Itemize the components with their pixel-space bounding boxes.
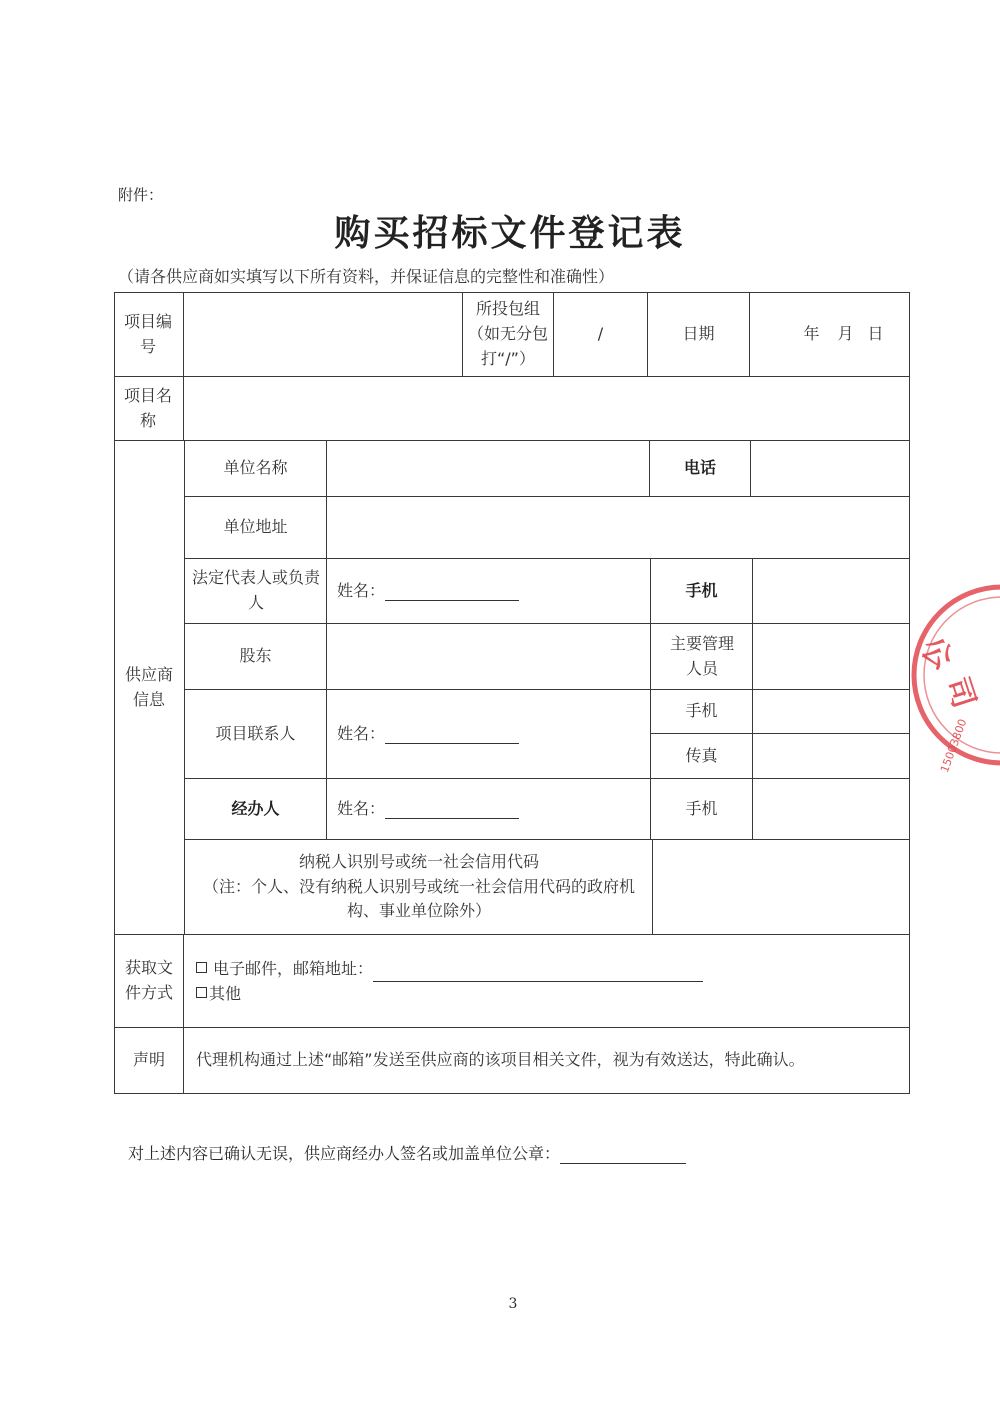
checkbox-other[interactable] [196,987,207,998]
tax-id-label-block [190,840,648,934]
acquire-options [196,955,896,1009]
legal-rep-name-field[interactable] [337,559,647,623]
legal-rep-label: 法定代表人或负责人 [191,568,320,612]
svg-text:司: 司 [938,673,982,713]
handler-name-field[interactable] [337,779,647,839]
contact-mobile-label: 手机 [685,701,718,721]
page-title: 购买招标文件登记表 [334,212,686,254]
signature-blank[interactable] [560,1145,686,1164]
svg-text:15003800: 15003800 [937,717,970,775]
handler-label: 经办人 [231,798,280,818]
confirmation-text: 对上述内容已确认无误，供应商经办人签名或加盖单位公章： [128,1144,561,1163]
supplier-info-label: 供应商信息 [124,664,173,709]
package-label: 所投包组（如无分包打“/”） [467,299,548,368]
project-contact-label: 项目联系人 [215,723,296,743]
statement-text: 代理机构通过上述“邮箱”发送至供应商的该项目相关文件，视为有效送达，特此确认。 [196,1050,805,1070]
contact-name-field[interactable] [337,690,647,778]
option-other-label: 其他 [209,984,242,1003]
company-seal [852,580,1000,780]
company-address-label: 单位地址 [223,517,288,537]
svg-text:公: 公 [913,630,960,677]
tax-id-label: 纳税人识别号或统一社会信用代码 [298,851,539,871]
package-field[interactable]: / [597,324,604,344]
legal-rep-mobile-label: 手机 [685,580,718,600]
statement-label: 声明 [132,1050,165,1070]
date-field[interactable] [750,293,909,376]
option-email-label: 电子邮件，邮箱地址： [213,959,374,979]
page-number: 3 [508,1296,518,1312]
name-prefix: 姓名： [337,798,386,818]
name-blank[interactable] [385,800,519,819]
acquire-method-label: 获取文件方式 [124,958,173,1002]
company-address-field[interactable] [327,497,909,558]
date-year: 年 [803,324,820,344]
handler-mobile-label: 手机 [685,798,718,818]
confirmation-statement [128,1141,686,1164]
name-prefix: 姓名： [337,723,386,743]
company-name-field[interactable] [327,441,649,496]
email-blank[interactable] [373,963,703,982]
project-number-label: 项目编号 [123,312,172,356]
phone-field[interactable] [751,441,909,496]
option-email[interactable] [196,957,703,982]
shareholder-label: 股东 [239,646,272,666]
name-blank[interactable] [385,725,519,744]
company-name-label: 单位名称 [223,458,288,478]
attachment-label: 附件： [118,186,164,204]
tax-id-note: （注：个人、没有纳税人识别号或统一社会信用代码的政府机构、事业单位除外） [202,876,635,921]
fax-label: 传真 [685,745,718,765]
handler-mobile-field[interactable] [753,779,909,839]
project-name-field[interactable] [184,377,909,440]
date-day: 日 [867,324,884,344]
shareholder-field[interactable] [327,624,649,689]
name-prefix: 姓名： [337,580,386,600]
date-label: 日期 [682,324,715,344]
project-number-field[interactable] [184,293,462,376]
project-name-label: 项目名称 [123,386,172,430]
form-instructions: （请各供应商如实填写以下所有资料，并保证信息的完整性和准确性） [118,267,615,286]
name-blank[interactable] [385,582,519,601]
checkbox-email[interactable] [196,962,207,973]
key-managers-label: 主要管理人员 [669,633,734,678]
phone-label: 电话 [683,458,716,478]
tax-id-field[interactable] [653,840,909,934]
option-other[interactable] [196,982,241,1007]
date-month: 月 [837,324,854,344]
